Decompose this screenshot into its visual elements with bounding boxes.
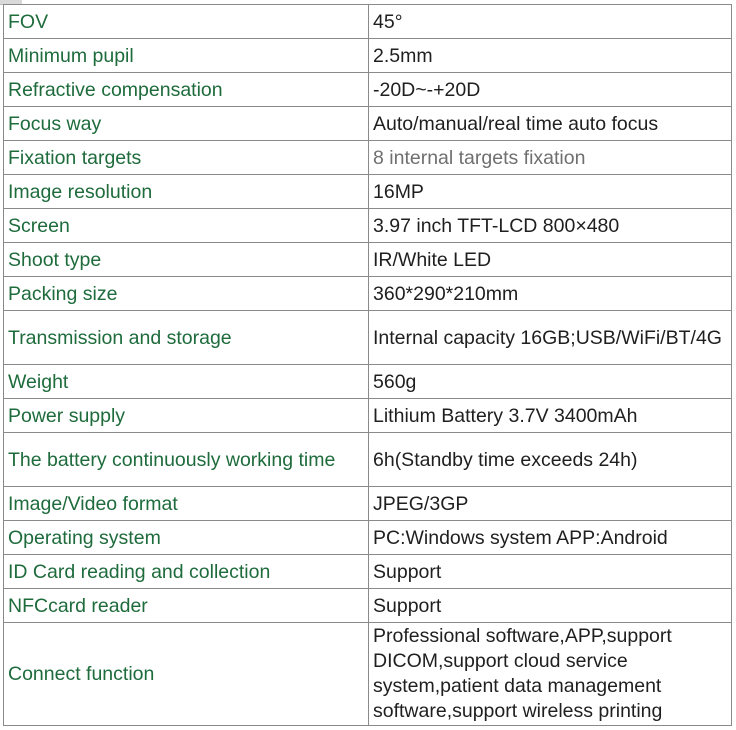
- spec-label: The battery continuously working time: [4, 433, 369, 487]
- spec-value: 8 internal targets fixation: [369, 141, 732, 175]
- table-row: [4, 73, 732, 107]
- table-row: [4, 277, 732, 311]
- spec-value: Support: [369, 589, 732, 623]
- spec-value: PC:Windows system APP:Android: [369, 521, 732, 555]
- spec-label: ID Card reading and collection: [4, 555, 369, 589]
- table-row: [4, 521, 732, 555]
- spec-value: 560g: [369, 365, 732, 399]
- table-row: [4, 39, 732, 73]
- table-row: [4, 589, 732, 623]
- spec-label: NFCcard reader: [4, 589, 369, 623]
- table-row: [4, 311, 732, 365]
- spec-value: Lithium Battery 3.7V 3400mAh: [369, 399, 732, 433]
- spec-table: [3, 4, 732, 726]
- table-row: [4, 433, 732, 487]
- spec-value: -20D~-+20D: [369, 73, 732, 107]
- spec-value: IR/White LED: [369, 243, 732, 277]
- spec-value: Auto/manual/real time auto focus: [369, 107, 732, 141]
- spec-label: Shoot type: [4, 243, 369, 277]
- spec-value: 6h(Standby time exceeds 24h): [369, 433, 732, 487]
- spec-label: Fixation targets: [4, 141, 369, 175]
- spec-value: 360*290*210mm: [369, 277, 732, 311]
- spec-value: Internal capacity 16GB;USB/WiFi/BT/4G: [369, 311, 732, 365]
- spec-label: Minimum pupil: [4, 39, 369, 73]
- table-row: [4, 141, 732, 175]
- spec-label: Transmission and storage: [4, 311, 369, 365]
- table-row: [4, 365, 732, 399]
- table-row: [4, 5, 732, 39]
- spec-value: Professional software,APP,support DICOM,support cloud service system,patient data management software,support wireless printing: [369, 623, 732, 726]
- table-row: [4, 555, 732, 589]
- spec-value: 3.97 inch TFT-LCD 800×480: [369, 209, 732, 243]
- spec-label: Image/Video format: [4, 487, 369, 521]
- table-row: [4, 487, 732, 521]
- table-row: [4, 209, 732, 243]
- spec-label: Weight: [4, 365, 369, 399]
- spec-value: JPEG/3GP: [369, 487, 732, 521]
- spec-value: 16MP: [369, 175, 732, 209]
- spec-label: Connect function: [4, 623, 369, 726]
- spec-label: Image resolution: [4, 175, 369, 209]
- spec-label: Focus way: [4, 107, 369, 141]
- table-row: [4, 399, 732, 433]
- table-row: [4, 243, 732, 277]
- spec-value: 45°: [369, 5, 732, 39]
- spec-value: 2.5mm: [369, 39, 732, 73]
- table-row: [4, 107, 732, 141]
- spec-label: Screen: [4, 209, 369, 243]
- spec-label: Power supply: [4, 399, 369, 433]
- table-row: [4, 623, 732, 726]
- table-row: [4, 175, 732, 209]
- spec-label: Refractive compensation: [4, 73, 369, 107]
- spec-label: FOV: [4, 5, 369, 39]
- spec-value: Support: [369, 555, 732, 589]
- spec-label: Packing size: [4, 277, 369, 311]
- spec-label: Operating system: [4, 521, 369, 555]
